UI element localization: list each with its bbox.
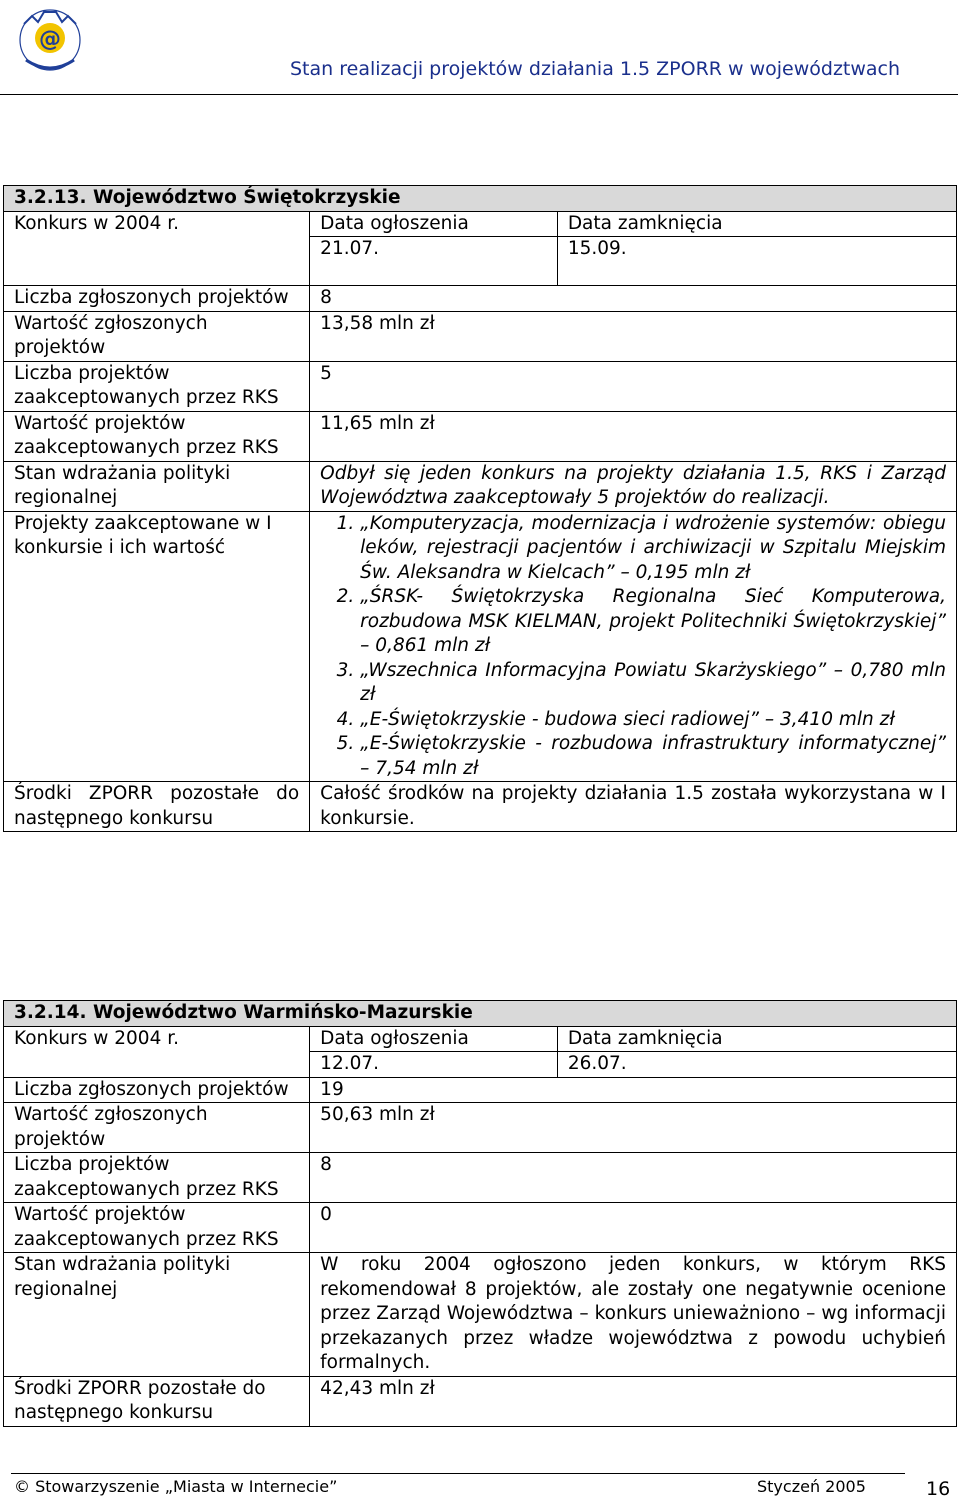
close-date: 15.09.: [557, 237, 956, 286]
row-value-accepted-value: 0: [310, 1203, 957, 1253]
announce-date-label: Data ogłoszenia: [310, 211, 558, 237]
projects-list: [320, 512, 946, 782]
announce-date-label: Data ogłoszenia: [310, 1026, 558, 1052]
page-number: 16: [926, 1478, 951, 1500]
row-label-accepted-value: Wartość projektów zaakceptowanych przez RKS: [4, 411, 310, 461]
header-divider: [0, 94, 958, 95]
section-swietokrzyskie-table: [3, 185, 957, 832]
row-value-accepted-count: 5: [310, 361, 957, 411]
footer-divider: [11, 1473, 905, 1474]
row-value-submitted-count: 19: [310, 1077, 957, 1103]
remaining-funds-label: Środki ZPORR pozostałe do następnego konkursu: [4, 782, 310, 832]
list-item: 4. „E-Świętokrzyskie - budowa sieci radiowej” – 3,410 mln zł: [360, 708, 946, 733]
stowarzyszenie-logo: [10, 4, 90, 80]
row-value-implementation-status: Odbył się jeden konkurs na projekty działania 1.5, RKS i Zarząd Województwa zaakceptowały 5 projektów do realizacji.: [310, 461, 957, 511]
projects-label: Projekty zaakceptowane w I konkursie i ich wartość: [4, 511, 310, 782]
section-heading: 3.2.14. Województwo Warmińsko-Mazurskie: [4, 1001, 957, 1027]
row-label-accepted-count: Liczba projektów zaakceptowanych przez RKS: [4, 1153, 310, 1203]
projects-list-cell: [310, 511, 957, 782]
remaining-funds-label: Środki ZPORR pozostałe do następnego konkursu: [4, 1376, 310, 1426]
row-label-accepted-value: Wartość projektów zaakceptowanych przez RKS: [4, 1203, 310, 1253]
close-date-label: Data zamknięcia: [557, 211, 956, 237]
section-warminsko-mazurskie-table: [3, 1000, 957, 1427]
remaining-funds-value: 42,43 mln zł: [310, 1376, 957, 1426]
list-item: 1. „Komputeryzacja, modernizacja i wdrożenie systemów: obiegu leków, rejestracji pacjentów i archiwizacji w Szpitalu Miejskim Św. Aleksandra w Kielcach” – 0,195 mln zł: [360, 512, 946, 586]
row-value-accepted-value: 11,65 mln zł: [310, 411, 957, 461]
list-item: 3. „Wszechnica Informacyjna Powiatu Skarżyskiego” – 0,780 mln zł: [360, 659, 946, 708]
row-label-submitted-count: Liczba zgłoszonych projektów: [4, 286, 310, 312]
announce-date: 21.07.: [310, 237, 558, 286]
close-date: 26.07.: [557, 1052, 956, 1078]
row-value-accepted-count: 8: [310, 1153, 957, 1203]
list-item: 5. „E-Świętokrzyskie - rozbudowa infrastruktury informatycznej” – 7,54 mln zł: [360, 732, 946, 781]
row-label-submitted-count: Liczba zgłoszonych projektów: [4, 1077, 310, 1103]
contest-label: Konkurs w 2004 r.: [4, 211, 310, 286]
header-title: Stan realizacji projektów działania 1.5 ZPORR w województwach: [290, 58, 901, 80]
row-label-implementation-status: Stan wdrażania polityki regionalnej: [4, 1253, 310, 1377]
remaining-funds-value: Całość środków na projekty działania 1.5 została wykorzystana w I konkursie.: [310, 782, 957, 832]
announce-date: 12.07.: [310, 1052, 558, 1078]
row-label-accepted-count: Liczba projektów zaakceptowanych przez RKS: [4, 361, 310, 411]
row-label-implementation-status: Stan wdrażania polityki regionalnej: [4, 461, 310, 511]
section-heading: 3.2.13. Województwo Świętokrzyskie: [4, 186, 957, 212]
row-label-submitted-value: Wartość zgłoszonych projektów: [4, 1103, 310, 1153]
footer-date: Styczeń 2005: [757, 1477, 866, 1496]
row-value-submitted-value: 13,58 mln zł: [310, 311, 957, 361]
row-value-submitted-value: 50,63 mln zł: [310, 1103, 957, 1153]
list-item: 2. „ŚRSK- Świętokrzyska Regionalna Sieć Komputerowa, rozbudowa MSK KIELMAN, projekt Politechniki Świętokrzyskiej” – 0,861 mln zł: [360, 585, 946, 659]
row-value-implementation-status: W roku 2004 ogłoszono jeden konkurs, w którym RKS rekomendował 8 projektów, ale zostały one negatywnie ocenione przez Zarząd Województwa – konkurs unieważniono – wg informacji przekazanych przez władze województwa z powodu uchybień formalnych.: [310, 1253, 957, 1377]
row-value-submitted-count: 8: [310, 286, 957, 312]
footer-copyright: © Stowarzyszenie „Miasta w Internecie”: [14, 1477, 338, 1496]
close-date-label: Data zamknięcia: [557, 1026, 956, 1052]
svg-text:@: @: [39, 27, 61, 52]
contest-label: Konkurs w 2004 r.: [4, 1026, 310, 1077]
row-label-submitted-value: Wartość zgłoszonych projektów: [4, 311, 310, 361]
